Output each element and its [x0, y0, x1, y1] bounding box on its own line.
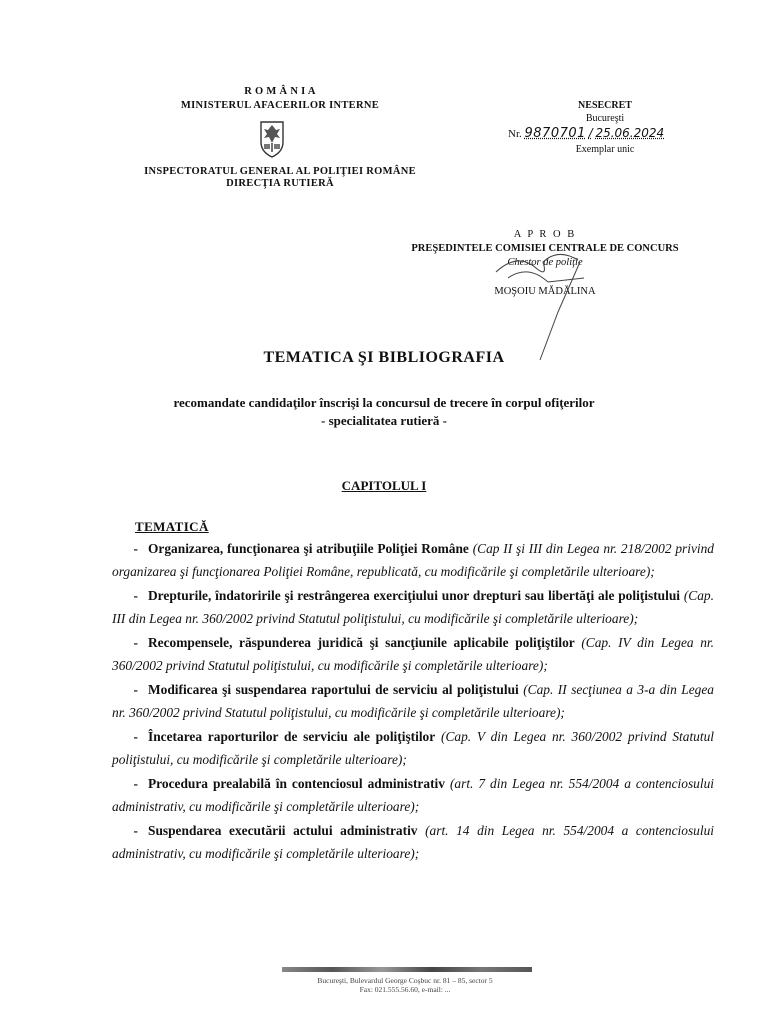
- list-item: - Organizarea, funcţionarea şi atribuţiile Poliţiei Române (Cap II şi III din Legea nr. 218/2002 privind organizarea şi funcţionarea Poliţiei Române, republicată, cu modificările şi completările ulterioare);: [112, 541, 715, 579]
- registration-number: Nr. 9870701 / 25.06.2024: [508, 126, 665, 141]
- footer-line-2: Fax: 021.555.56.60, e-mail: ...: [359, 985, 451, 994]
- approval-label: A P R O B: [513, 229, 577, 240]
- header-country: R O M Â N I A: [244, 86, 316, 97]
- approval-role: PREŞEDINTELE COMISIEI CENTRALE DE CONCURS: [411, 243, 679, 254]
- number-value: 9870701: [524, 126, 586, 141]
- copy-label: Exemplar unic: [575, 144, 635, 155]
- header-ministry: MINISTERUL AFACERILOR INTERNE: [180, 100, 380, 111]
- header-directorate: DIRECŢIA RUTIERĂ: [226, 178, 334, 189]
- list-item: - Încetarea raporturilor de serviciu ale poliţiştilor (Cap. V din Legea nr. 360/2002 privind Statutul poliţistului, cu modificările şi completările ulterioare);: [112, 729, 714, 767]
- list-item: - Procedura prealabilă în contenciosul administrativ (art. 7 din Legea nr. 554/2004 a contenciosului administrativ, cu modificările şi completările ulterioare);: [112, 776, 714, 814]
- section-heading: TEMATICĂ: [135, 519, 209, 534]
- number-prefix: Nr.: [508, 128, 522, 140]
- list-item: - Recompensele, răspunderea juridică şi sancţiunile aplicabile poliţiştilor (Cap. IV din Legea nr. 360/2002 privind Statutul poliţistului, cu modificările şi completările ulterioare);: [112, 635, 714, 673]
- date-value: 25.06.2024: [595, 126, 665, 140]
- list-item: - Modificarea şi suspendarea raportului de serviciu al poliţistului (Cap. II secţiunea a 3-a din Legea nr. 360/2002 privind Statutul poliţistului, cu modificările şi completările ulterioare);: [112, 682, 714, 720]
- subtitle-line-1: recomandate candidaţilor înscrişi la concursul de trecere în corpul ofiţerilor: [173, 395, 595, 410]
- coat-of-arms-icon: [258, 118, 286, 158]
- document-title: TEMATICA ŞI BIBLIOGRAFIA: [263, 349, 505, 366]
- approval-rank: Chestor de poliţie: [507, 257, 583, 268]
- header-inspectorate: INSPECTORATUL GENERAL AL POLIŢIEI ROMÂNE: [144, 166, 416, 177]
- footer-divider: [282, 967, 532, 972]
- chapter-heading: CAPITOLUL I: [341, 478, 427, 493]
- list-item: - Suspendarea executării actului administrativ (art. 14 din Legea nr. 554/2004 a contenciosului administrativ, cu modificările şi completările ulterioare);: [112, 823, 714, 861]
- list-item: - Drepturile, îndatoririle şi restrângerea exerciţiului unor drepturi sau libertăţi ale poliţistului (Cap. III din Legea nr. 360/2002 privind Statutul poliţistului, cu modificările şi completările ulterioare);: [112, 588, 714, 626]
- footer-line-1: Bucureşti, Bulevardul George Coşbuc nr. 81 – 85, sector 5: [317, 976, 493, 985]
- topic-list: [112, 538, 714, 867]
- city: Bucureşti: [585, 113, 625, 124]
- subtitle-line-2: - specialitatea rutieră -: [321, 413, 447, 428]
- approval-name: MOŞOIU MĂDĂLINA: [494, 286, 596, 297]
- classification: NESECRET: [578, 100, 632, 111]
- footer-address: [270, 976, 540, 994]
